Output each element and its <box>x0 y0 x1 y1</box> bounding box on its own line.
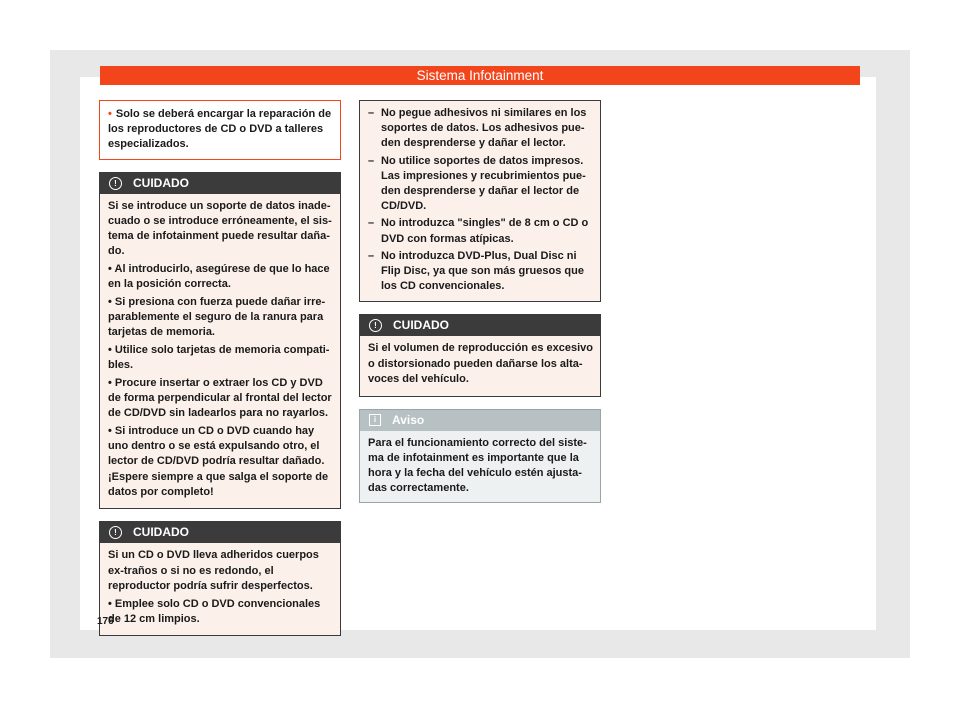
page-number: 176 <box>97 616 114 627</box>
note-body <box>360 431 600 503</box>
caution-body <box>100 543 340 635</box>
list-item <box>368 216 594 246</box>
caution-paragraph: Si un CD o DVD lleva adheridos cuerpos ex-traños o si no es redondo, el reproductor podría sufrir desperfectos. <box>108 549 319 592</box>
note-box <box>359 409 601 504</box>
caution-box-3 <box>359 314 601 396</box>
caution-header <box>100 522 340 543</box>
caution-list-continued <box>359 100 601 302</box>
caution-paragraph: • Procure insertar o extraer los CD y DVD de forma perpendicular al frontal del lector de CD/DVD sin ladearlos para no rayarlos. <box>108 376 332 420</box>
caution-box-1 <box>99 172 341 510</box>
safety-note-text: Solo se deberá encargar la reparación de los reproductores de CD o DVD a talleres especializados. <box>108 108 332 151</box>
info-icon: ! <box>109 177 122 190</box>
list-item <box>368 106 594 152</box>
note-header <box>360 410 600 431</box>
caution-paragraph: • Si presiona con fuerza puede dañar irre-parablemente el seguro de la ranura para tarjetas de memoria. <box>108 295 326 339</box>
caution-title: CUIDADO <box>133 525 189 540</box>
caution-title: CUIDADO <box>133 175 189 190</box>
caution-header <box>360 315 600 336</box>
note-title: Aviso <box>392 412 425 427</box>
caution-paragraph: • Al introducirlo, asegúrese de que lo hace en la posición correcta. <box>108 262 330 291</box>
dash-marker: – <box>368 154 375 167</box>
list-item-text: No introduzca DVD-Plus, Dual Disc ni Flip Disc, ya que son más gruesos que los CD convencionales. <box>381 249 584 293</box>
list-item-text: No pegue adhesivos ni similares en los soportes de datos. Los adhesivos pue-den desprenderse y dañar el lector. <box>381 107 587 150</box>
note-icon: i <box>369 414 381 426</box>
dash-marker: – <box>368 107 375 119</box>
safety-note <box>99 100 341 160</box>
dash-marker: – <box>368 249 375 262</box>
list-item <box>368 154 594 215</box>
caution-paragraph: • Utilice solo tarjetas de memoria compati-bles. <box>108 343 330 372</box>
caution-body <box>100 194 340 509</box>
caution-paragraph: Si el volumen de reproducción es excesivo o distorsionado pueden dañarse los alta-voces del vehículo. <box>368 342 593 385</box>
middle-column <box>359 100 601 503</box>
info-icon: ! <box>109 526 122 539</box>
left-column <box>99 100 341 648</box>
info-icon: ! <box>369 319 382 332</box>
list-item <box>368 249 594 295</box>
bullet-marker: • <box>108 108 112 120</box>
note-text: Para el funcionamiento correcto del siste-ma de infotainment es importante que la hora y la fecha del vehículo estén ajusta-das correctamente. <box>368 436 587 495</box>
list-item-text: No introduzca "singles" de 8 cm o CD o DVD con formas atípicas. <box>381 217 589 245</box>
caution-paragraph: • Si introduce un CD o DVD cuando hay uno dentro o se está expulsando otro, el lector de CD/DVD podría resultar dañado. ¡Espere siempre a que salga el soporte de datos por completo! <box>108 424 329 498</box>
caution-paragraph: • Emplee solo CD o DVD convencionales de 12 cm limpios. <box>108 597 321 625</box>
dash-marker: – <box>368 217 375 230</box>
section-title: Sistema Infotainment <box>416 68 544 83</box>
list-item-text: No utilice soportes de datos impresos. Las impresiones y recubrimientos pue-den desprenderse y dañar el lector de CD/DVD. <box>381 154 586 213</box>
caution-title: CUIDADO <box>393 318 449 333</box>
caution-header <box>100 173 340 194</box>
caution-box-2 <box>99 521 341 636</box>
section-header <box>100 66 860 85</box>
caution-paragraph: Si se introduce un soporte de datos inade-cuado o se introduce erróneamente, el sis-tema de infotainment puede resultar daña-do. <box>108 199 332 258</box>
caution-body <box>360 336 600 395</box>
